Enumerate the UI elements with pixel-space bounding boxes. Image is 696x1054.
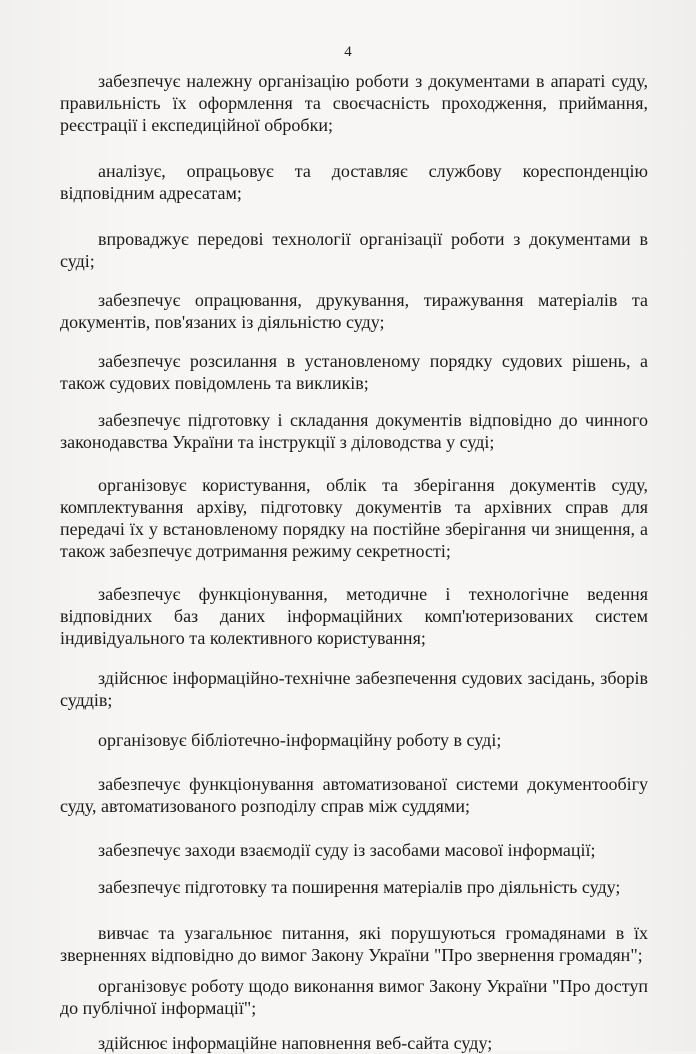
document-body — [60, 70, 648, 1054]
paragraph: забезпечує опрацювання, друкування, тиражування матеріалів та документів, пов'язаних із діяльністю суду; — [60, 290, 648, 332]
paragraph: забезпечує належну організацію роботи з документами в апараті суду, правильність їх оформлення та своєчасність проходження, приймання, реєстрації і експедиційної обробки; — [60, 71, 648, 135]
paragraph: організовує роботу щодо виконання вимог Закону України "Про доступ до публічної інформації"; — [60, 976, 648, 1018]
page-number: 4 — [344, 44, 352, 60]
paragraph: забезпечує підготовку і складання документів відповідно до чинного законодавства України та інструкції з діловодства у суді; — [60, 410, 648, 452]
paragraph: організовує бібліотечно-інформаційну роботу в суді; — [98, 730, 502, 750]
paragraph: вивчає та узагальнює питання, які порушуються громадянами в їх зверненнях відповідно до вимог Закону України "Про звернення громадян"; — [60, 923, 648, 965]
paragraph: впроваджує передові технології організації роботи з документами в суді; — [60, 229, 648, 271]
paragraph: забезпечує заходи взаємодії суду із засобами масової інформації; — [98, 840, 596, 860]
paragraph: здійснює інформаційне наповнення веб-сайта суду; — [98, 1033, 493, 1053]
paragraph: забезпечує функціонування, методичне і технологічне ведення відповідних баз даних інформаційних комп'ютеризованих систем індивідуального та колективного користування; — [60, 584, 648, 648]
paragraph: аналізує, опрацьовує та доставляє службову кореспонденцію відповідним адресатам; — [60, 161, 648, 203]
paragraph: здійснює інформаційно-технічне забезпечення судових засідань, зборів суддів; — [60, 668, 648, 710]
paragraph: організовує користування, облік та зберігання документів суду, комплектування архіву, підготовку документів та архівних справ для передачі їх у встановленому порядку на постійне зберігання чи знищення, а також забезпечує дотримання режиму секретності; — [60, 475, 648, 561]
paragraph: забезпечує функціонування автоматизованої системи документообігу суду, автоматизованого розподілу справ між суддями; — [60, 774, 648, 816]
paragraph: забезпечує підготовку та поширення матеріалів про діяльність суду; — [98, 877, 621, 897]
paragraph: забезпечує розсилання в установленому порядку судових рішень, а також судових повідомлень та викликів; — [60, 351, 648, 393]
